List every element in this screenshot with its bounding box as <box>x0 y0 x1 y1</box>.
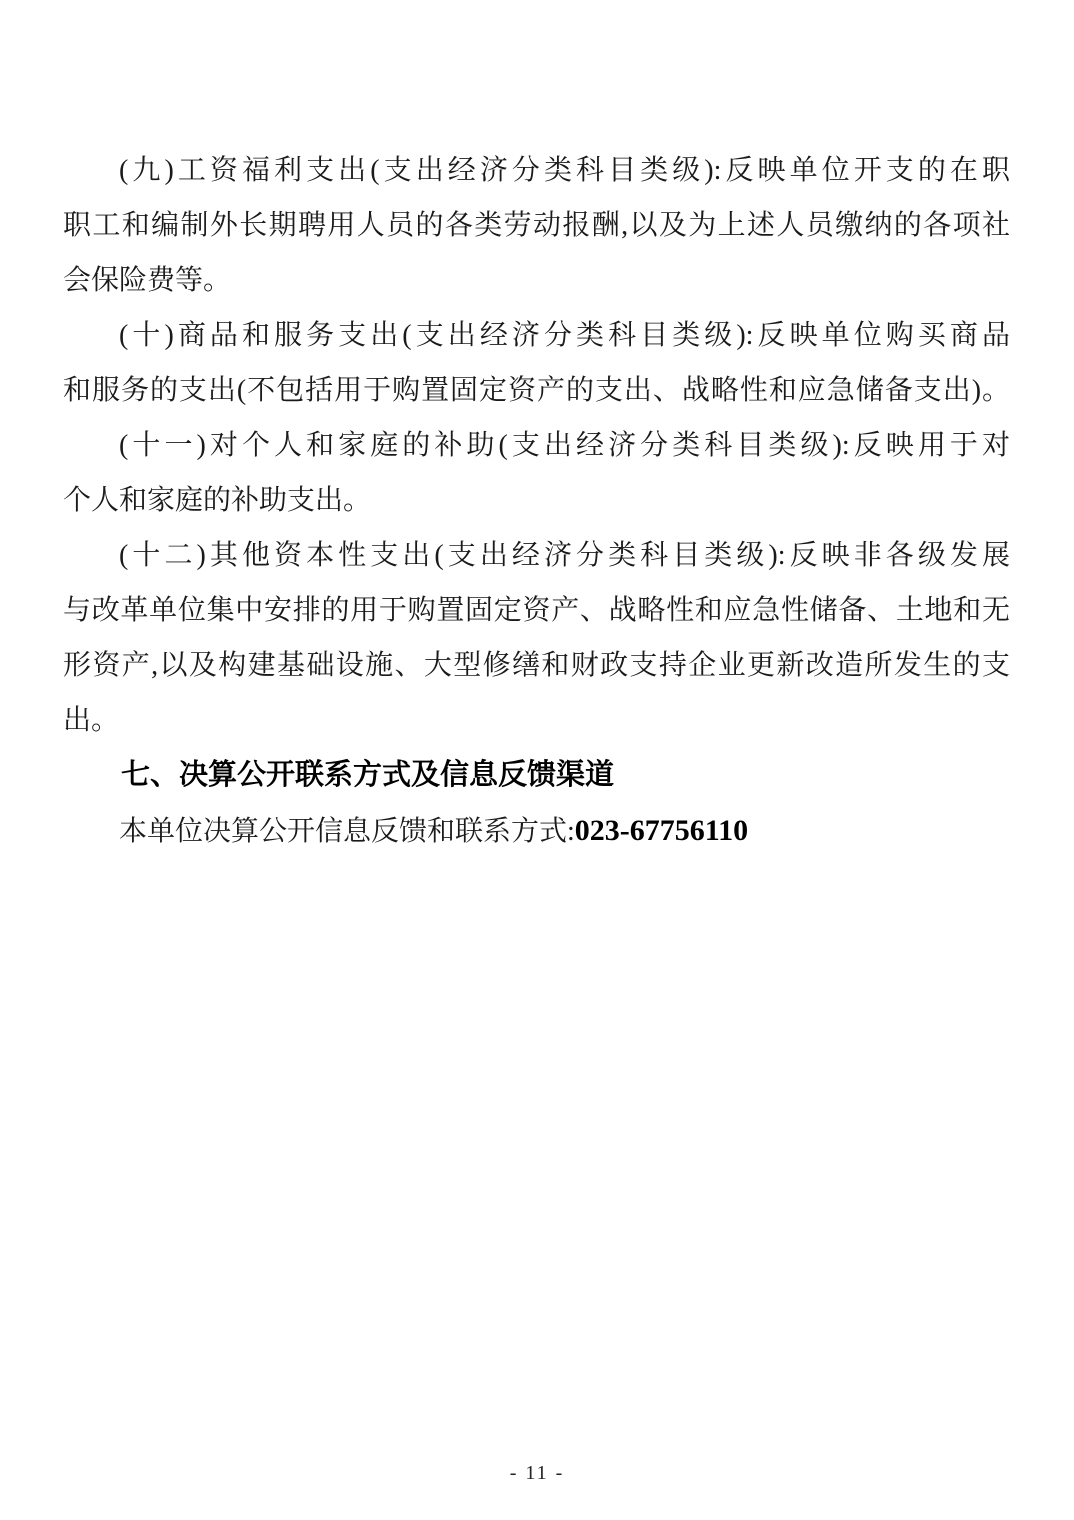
text-line: 个人和家庭的补助支出。 <box>63 485 372 516</box>
text-line: 与改革单位集中安排的用于购置固定资产、战略性和应急性储备、土地和无 <box>63 595 1010 626</box>
contact-phone: 023-67756110 <box>574 814 749 847</box>
text-line: 会保险费等。 <box>63 265 232 296</box>
paragraph-individual-family-subsidy <box>63 418 1010 528</box>
section-heading: 七、决算公开联系方式及信息反馈渠道 <box>121 759 615 791</box>
contact-label: 本单位决算公开信息反馈和联系方式: <box>119 816 575 847</box>
text-line: (十)商品和服务支出(支出经济分类科目类级):反映单位购买商品 <box>119 320 1010 351</box>
text-line: (十一)对个人和家庭的补助(支出经济分类科目类级):反映用于对 <box>119 430 1010 461</box>
text-line: 出。 <box>63 705 120 736</box>
text-line: 形资产,以及构建基础设施、大型修缮和财政支持企业更新改造所发生的支 <box>63 650 1010 681</box>
contact-line <box>63 803 1010 858</box>
text-line: (十二)其他资本性支出(支出经济分类科目类级):反映非各级发展 <box>119 540 1010 571</box>
text-line: 职工和编制外长期聘用人员的各类劳动报酬,以及为上述人员缴纳的各项社 <box>63 210 1010 241</box>
paragraph-wage-welfare <box>63 143 1010 308</box>
text-line: 和服务的支出(不包括用于购置固定资产的支出、战略性和应急储备支出)。 <box>63 375 1010 406</box>
document-body <box>63 143 1010 858</box>
page-number: - 11 - <box>509 1462 565 1484</box>
paragraph-goods-services <box>63 308 1010 418</box>
text-line: (九)工资福利支出(支出经济分类科目类级):反映单位开支的在职 <box>119 155 1010 186</box>
paragraph-other-capital-expenditure <box>63 528 1010 748</box>
